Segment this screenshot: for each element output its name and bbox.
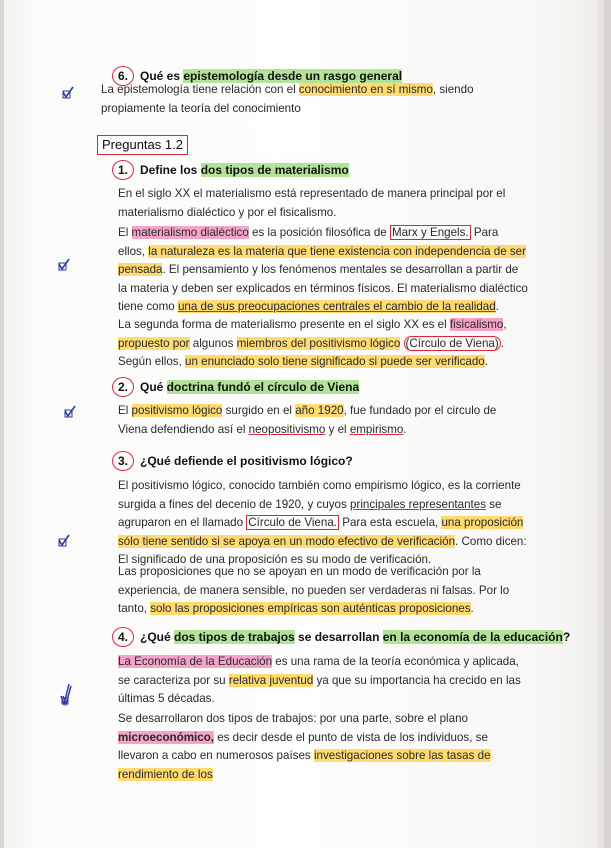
check-mark-icon — [62, 86, 74, 100]
q1-paragraph-1: En el siglo XX el materialismo está representado de manera principal por el materialismo dialéctico y por el fisicalismo. — [118, 187, 506, 219]
boxed-circulo-viena: Círculo de Viena. — [248, 516, 337, 530]
q4-title-b: dos tipos de trabajos — [174, 630, 295, 644]
hl-proposicion-sentido: una proposición sólo tiene sentido si se apoya en un modo efectivo de verificación — [118, 516, 524, 548]
q2-heading — [112, 377, 359, 397]
hl-relativa-juventud: relativa juventud — [228, 673, 314, 687]
q4-number: 4. — [112, 627, 134, 647]
q2-paragraph-1: El positivismo lógico surgido en el año 1920, fue fundado por el circulo de Viena defendiendo así el neopositivismo y el empirismo. — [118, 404, 497, 436]
q1-heading — [112, 160, 349, 180]
ul-principales-representantes: principales representantes — [350, 497, 487, 511]
hl-fisicalismo: fisicalismo — [449, 318, 504, 331]
hl-materialismo-dialectico: materialismo dialéctico — [131, 226, 249, 239]
hl-positivismo-logico: positivismo lógico — [131, 404, 223, 417]
q1-title-a: Define los — [140, 163, 201, 177]
q3-number: 3. — [112, 451, 134, 471]
hl-investigaciones: investigaciones sobre las tasas de rendimiento de los — [118, 749, 491, 781]
hl-enunciado: un enunciado solo tiene significado si puede ser verificado — [185, 355, 485, 369]
check-mark-icon — [58, 534, 70, 548]
hl-propuesto-por: propuesto por — [118, 336, 190, 350]
hl-miembros: miembros del positivismo lógico — [236, 336, 401, 350]
q6-title-b: epistemología desde un rasgo general — [183, 69, 403, 83]
q4-paragraph-2: Se desarrollaron dos tipos de trabajos: por una parte, sobre el plano microeconómico, es decir desde el punto de vista de los individuos, se llevaron a cabo en numerosos países investigaciones sobre las tasas de rendimiento de los — [118, 712, 491, 781]
check-mark-icon — [64, 405, 76, 419]
q6-answer — [101, 81, 531, 118]
q4-title-e: ? — [562, 630, 571, 644]
q1-paragraph-3: La segunda forma de materialismo presente en el siglo XX es el fisicalismo, propuesto por algunos miembros del positivismo lógico (Círculo de Viena) . Según ellos, un enunciado solo tiene significado si puede ser verificado. — [118, 318, 507, 369]
check-mark-icon — [58, 258, 70, 272]
hl-proposiciones-empiricas: solo las proposiciones empíricas son auténticas proposiciones — [150, 602, 471, 616]
q4-title-d: en la economía de la educación — [382, 630, 563, 644]
q6-answer-c: , siendo propiamente la teoría del conocimiento — [101, 83, 474, 115]
hl-cambio-realidad: una de sus preocupaciones centrales el cambio de la realidad — [177, 300, 496, 314]
q3-title: ¿Qué defiende el positivismo lógico? — [140, 454, 353, 468]
hl-microeconomico: microeconómico, — [118, 730, 214, 744]
q3-paragraph-1: El positivismo lógico, conocido también como empirismo lógico, es la corriente surgida a fines del decenio de 1920, y cuyos principales representantes se agruparon en el llamado Círculo de Viena. Para esta escuela, una proposición sólo tiene sentido si se apoya en un modo efectivo de verificación. Como dicen: El significado de una proposición es su modo de verificación. — [118, 479, 527, 567]
q4-title-a: ¿Qué — [140, 630, 175, 644]
q6-title-a: Qué es — [140, 69, 184, 83]
paper-edge — [598, 0, 604, 848]
q4-paragraph-1: La Economía de la Educación es una rama de la teoría económica y aplicada, se caracteriza por su relativa juventud ya que su importancia ha crecido en las últimas 5 décadas. — [118, 655, 521, 706]
q1-title-b: dos tipos de materialismo — [200, 163, 349, 177]
section-title: Preguntas 1.2 — [97, 135, 188, 155]
ul-neopositivismo: neopositivismo — [248, 422, 326, 436]
circled-circulo-viena: (Círculo de Viena) — [405, 336, 499, 350]
q4-heading — [112, 627, 570, 647]
q3-heading — [112, 451, 353, 471]
hl-ano-1920: año 1920 — [295, 404, 344, 417]
q2-title-b: doctrina fundó el círculo de Viena — [166, 380, 360, 394]
q4-title-c: se desarrollan — [294, 630, 383, 644]
q1-number: 1. — [112, 160, 134, 180]
hl-economia-educacion: La Economía de la Educación — [118, 655, 273, 668]
double-check-mark-icon — [60, 682, 72, 708]
paper-sheet — [4, 0, 604, 848]
boxed-marx-engels: Marx y Engels. — [391, 226, 469, 239]
ul-empirismo: empirismo — [349, 422, 404, 436]
q6-number: 6. — [112, 66, 134, 86]
q6-answer-a: La epistemología tiene relación con el — [101, 83, 299, 96]
q3-paragraph-2: Las proposiciones que no se apoyan en un modo de verificación por la experiencia, de manera sensible, no pueden ser verdaderas ni falsas. Por lo tanto, solo las proposiciones empíricas son auténticas proposiciones. — [118, 565, 510, 616]
q2-number: 2. — [112, 377, 134, 397]
q1-paragraph-2: El materialismo dialéctico es la posición filosófica de Marx y Engels. Para ellos, la naturaleza es la materia que tiene existencia con independencia de ser pensada. El pensamiento y los fenómenos mentales se desarrollan a partir de la materia y deben ser explicados en términos físicos. El materialismo dialéctico tiene como una de sus preocupaciones centrales el cambio de la realidad. — [118, 226, 528, 314]
q6-answer-b: conocimiento en sí mismo — [298, 83, 433, 96]
hl-naturaleza: la naturaleza es la materia que tiene existencia con independencia de ser pensada — [118, 244, 526, 277]
q2-title-a: Qué — [140, 380, 167, 394]
